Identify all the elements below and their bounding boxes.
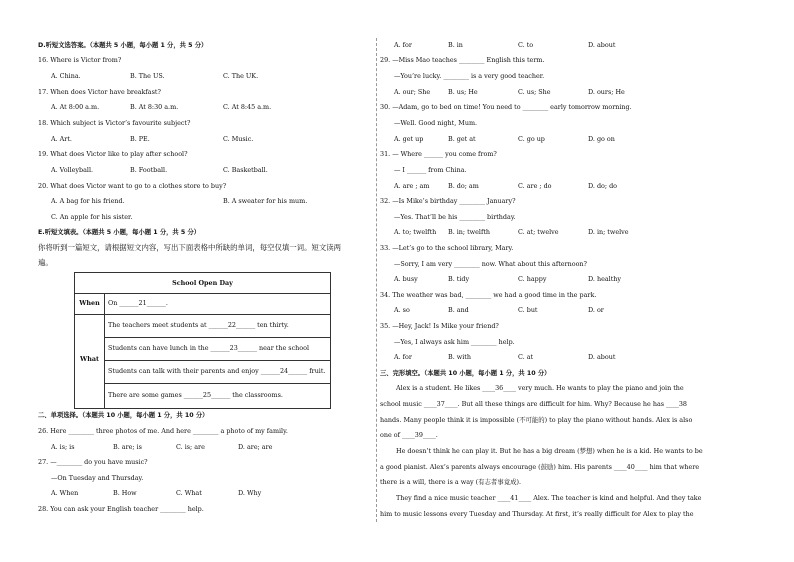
what-label: What — [80, 355, 99, 363]
question-16: 16. Where is Victor from? — [38, 56, 122, 64]
q34-option-b: B. and — [448, 306, 469, 314]
q27-option-b: B. How — [113, 489, 137, 497]
cloze-line-3: hands. Many people think it is impossible (不可能的) to play the piano without hands. Alex is also — [380, 416, 693, 424]
q19-option-a: A. Volleyball. — [51, 166, 94, 174]
q32-option-b: B. in; twelfth — [448, 228, 491, 236]
q33-option-d: D. healthy — [588, 275, 622, 283]
question-27-reply: —On Tuesday and Thursday. — [51, 474, 144, 482]
question-18: 18. Which subject is Victor’s favourite subject? — [38, 119, 191, 127]
table-cell-24: Students can talk with their parents and enjoy ______24______ fruit. — [108, 367, 326, 375]
q33-option-b: B. tidy — [448, 275, 470, 283]
q26-option-b: B. are; is — [113, 443, 142, 451]
question-30: 30. —Adam, go to bed on time! You need to ________ early tomorrow morning. — [380, 103, 632, 111]
question-32-reply: —Yes. That’ll be his ________ birthday. — [394, 213, 516, 221]
table-cell-22: The teachers meet students at ______22______ ten thirty. — [108, 321, 289, 329]
q27-option-c: C. What — [176, 489, 202, 497]
table-cell-21: On ______21______. — [108, 299, 168, 307]
q18-option-a: A. Art. — [51, 135, 72, 143]
q32-option-c: C. at; twelve — [518, 228, 559, 236]
q20-option-a: A. A bag for his friend. — [51, 197, 125, 205]
section-3-heading: 三、完形填空。（本题共 10 小题，每小题 1 分，共 10 分） — [380, 370, 551, 377]
q29-option-d: D. ours; He — [588, 88, 625, 96]
q31-option-a: A. are ; am — [394, 182, 430, 190]
when-label: When — [79, 299, 100, 307]
cloze-line-6: a good pianist. Alex’s parents always encourage (鼓励) him. His parents ____40____ him that where — [380, 463, 700, 471]
q35-option-a: A. for — [394, 353, 412, 361]
cloze-line-7: there is a will, there is a way (有志者事竟成). — [380, 478, 522, 486]
question-20: 20. What does Victor want to go to a clothes store to buy? — [38, 182, 227, 190]
q35-option-c: C. at — [518, 353, 534, 361]
cloze-line-4: one of ____39____. — [380, 431, 438, 439]
question-19: 19. What does Victor like to play after school? — [38, 150, 188, 158]
table-cell-23: Students can have lunch in the ______23______ near the school — [108, 344, 310, 352]
question-29-reply: —You’re lucky. ________ is a very good teacher. — [394, 72, 545, 80]
q33-option-a: A. busy — [394, 275, 418, 283]
q26-option-a: A. is; is — [51, 443, 75, 451]
question-17: 17. When does Victor have breakfast? — [38, 88, 161, 96]
question-30-reply: —Well. Good night, Mum. — [394, 119, 478, 127]
q35-option-b: B. with — [448, 353, 471, 361]
q30-option-c: C. go up — [518, 135, 545, 143]
q17-option-a: A. At 8:00 a.m. — [51, 103, 100, 111]
table-title: School Open Day — [172, 279, 233, 287]
question-33-reply: —Sorry, I am very ________ now. What about this afternoon? — [394, 260, 587, 268]
q18-option-c: C. Music. — [223, 135, 254, 143]
q29-option-c: C. us; She — [518, 88, 551, 96]
q27-option-a: A. When — [51, 489, 79, 497]
section-e-instruction-cont: 遍。 — [38, 258, 53, 267]
question-33: 33. —Let’s go to the school library, Mary. — [380, 244, 514, 252]
q29-option-b: B. us; He — [448, 88, 478, 96]
column-divider — [376, 38, 377, 522]
q16-option-a: A. China. — [51, 72, 81, 80]
section-d-heading: D.听短文选答案。（本题共 5 小题，每小题 1 分，共 5 分） — [38, 42, 208, 49]
q19-option-c: C. Basketball. — [223, 166, 268, 174]
q28-option-a: A. for — [394, 41, 412, 49]
q28-option-c: C. to — [518, 41, 534, 49]
q27-option-d: D. Why — [238, 489, 262, 497]
cloze-line-9: him to music lessons every Tuesday and Thursday. At first, it’s really difficult for Alex to play the — [380, 510, 694, 518]
cloze-line-2: school music ____37____. But all these things are difficult for him. Why? Because he has ____38 — [380, 400, 687, 408]
section-e-heading: E.听短文填表。（本题共 5 小题，每小题 1 分，共 5 分） — [38, 229, 201, 236]
q35-option-d: D. about — [588, 353, 616, 361]
section-e-instruction: 你将听到一篇短文，请根据短文内容，写出下面表格中所缺的单词，每空仅填一词。短文读两 — [38, 243, 342, 252]
q31-option-c: C. are ; do — [518, 182, 552, 190]
q26-option-d: D. are; are — [238, 443, 273, 451]
q28-option-d: D. about — [588, 41, 616, 49]
q30-option-d: D. go on — [588, 135, 615, 143]
question-35: 35. —Hey, Jack! Is Mike your friend? — [380, 322, 499, 330]
q19-option-b: B. Football. — [130, 166, 168, 174]
question-31-reply: — I ______ from China. — [394, 166, 467, 174]
q18-option-b: B. PE. — [130, 135, 150, 143]
section-2-heading: 二、单项选择。（本题共 10 小题，每小题 1 分，共 10 分） — [38, 412, 209, 419]
q31-option-b: B. do; am — [448, 182, 479, 190]
question-27: 27. —________ do you have music? — [38, 458, 148, 466]
q17-option-c: C. At 8:45 a.m. — [223, 103, 272, 111]
table-cell-25: There are some games ______25______ the classrooms. — [108, 391, 283, 399]
cloze-line-8: They find a nice music teacher ____41____ Alex. The teacher is kind and helpful. And they take — [396, 494, 702, 502]
q32-option-a: A. to; twelfth — [394, 228, 437, 236]
question-31: 31. — Where ______ you come from? — [380, 150, 497, 158]
question-29: 29. —Miss Mao teaches ________ English this term. — [380, 56, 545, 64]
q20-option-b: B. A sweater for his mum. — [223, 197, 308, 205]
q32-option-d: D. in; twelve — [588, 228, 629, 236]
q26-option-c: C. is; are — [176, 443, 205, 451]
q16-option-b: B. The US. — [130, 72, 165, 80]
q31-option-d: D. do; do — [588, 182, 618, 190]
q29-option-a: A. our; She — [394, 88, 431, 96]
question-34: 34. The weather was bad, ________ we had a good time in the park. — [380, 291, 597, 299]
q30-option-b: B. get at — [448, 135, 476, 143]
q34-option-a: A. so — [394, 306, 410, 314]
q17-option-b: B. At 8:30 a.m. — [130, 103, 179, 111]
cloze-line-5: He doesn’t think he can play it. But he has a big dream (梦想) when he is a kid. He wants to be — [396, 447, 703, 455]
q28-option-b: B. in — [448, 41, 463, 49]
school-open-day-table — [74, 272, 331, 409]
cloze-line-1: Alex is a student. He likes ____36____ very much. He wants to play the piano and join the — [396, 384, 684, 392]
q30-option-a: A. get up — [394, 135, 424, 143]
question-28: 28. You can ask your English teacher ________ help. — [38, 505, 204, 513]
question-32: 32. —Is Mike’s birthday ________ January? — [380, 197, 516, 205]
q34-option-d: D. or — [588, 306, 604, 314]
question-35-reply: —Yes, I always ask him ________ help. — [394, 338, 515, 346]
question-26: 26. Here ________ three photos of me. And here ________ a photo of my family. — [38, 427, 288, 435]
q20-option-c: C. An apple for his sister. — [51, 213, 133, 221]
q33-option-c: C. happy — [518, 275, 547, 283]
q34-option-c: C. but — [518, 306, 538, 314]
q16-option-c: C. The UK. — [223, 72, 259, 80]
